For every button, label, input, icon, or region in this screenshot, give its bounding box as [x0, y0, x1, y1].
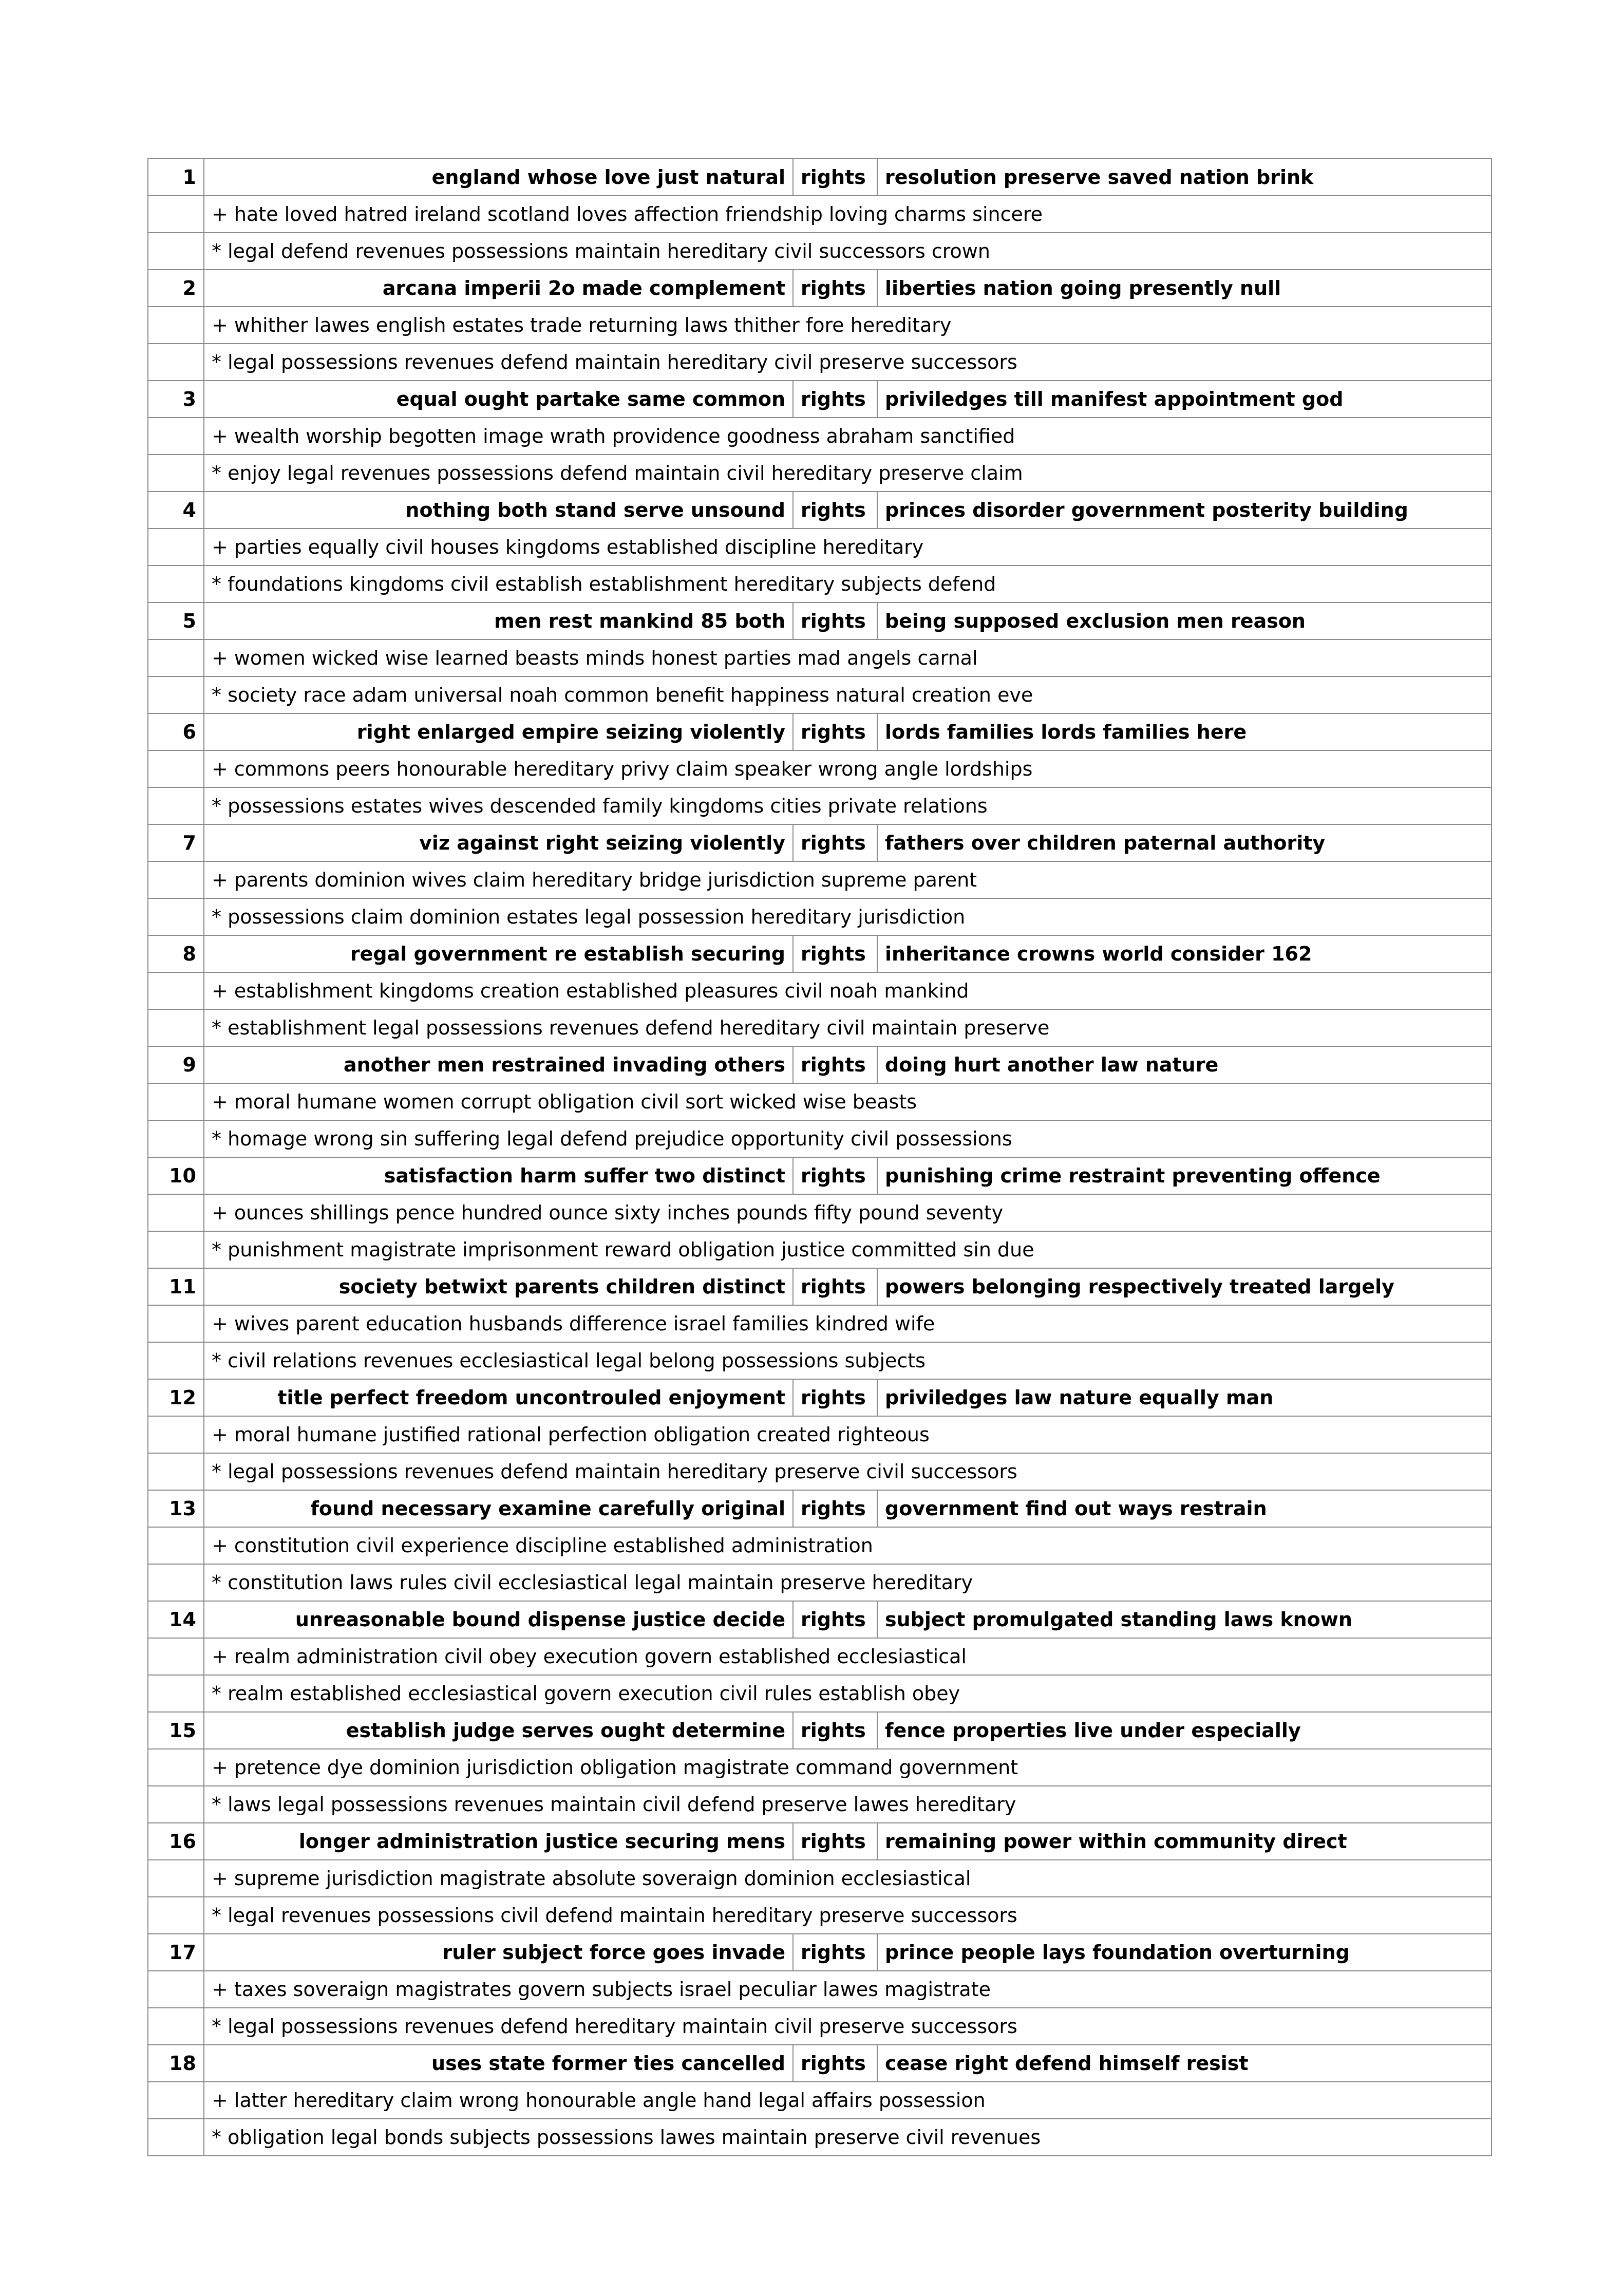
entry-star-text: * legal possessions revenues defend maintain hereditary civil preserve successors: [204, 344, 1491, 381]
entry-star-row: [148, 566, 1491, 603]
entry-right-phrase: resolution preserve saved nation brink: [877, 159, 1491, 196]
empty-number-cell: [148, 2082, 204, 2119]
empty-number-cell: [148, 1231, 204, 1268]
empty-number-cell: [148, 972, 204, 1009]
entry-number: 3: [148, 381, 204, 418]
empty-number-cell: [148, 1786, 204, 1823]
entry-plus-text: + parties equally civil houses kingdoms established discipline hereditary: [204, 529, 1491, 566]
entry-right-phrase: prince people lays foundation overturning: [877, 1934, 1491, 1971]
rights-label: rights: [793, 2045, 877, 2082]
rights-label: rights: [793, 1823, 877, 1860]
entry-star-text: * legal possessions revenues defend maintain hereditary preserve civil successors: [204, 1453, 1491, 1490]
entry-star-row: [148, 1342, 1491, 1379]
rights-label: rights: [793, 1490, 877, 1527]
entry-number: 10: [148, 1157, 204, 1194]
entry-right-phrase: being supposed exclusion men reason: [877, 603, 1491, 639]
entry-plus-row: [148, 861, 1491, 898]
entry-number: 12: [148, 1379, 204, 1416]
entry-right-phrase: subject promulgated standing laws known: [877, 1601, 1491, 1638]
rights-label: rights: [793, 935, 877, 972]
entry-plus-row: [148, 2082, 1491, 2119]
rights-label: rights: [793, 1601, 877, 1638]
entry-star-text: * obligation legal bonds subjects possessions lawes maintain preserve civil revenues: [204, 2119, 1491, 2156]
empty-number-cell: [148, 529, 204, 566]
empty-number-cell: [148, 750, 204, 787]
entry-right-phrase: powers belonging respectively treated largely: [877, 1268, 1491, 1305]
empty-number-cell: [148, 898, 204, 935]
entry-header-row: [148, 1934, 1491, 1971]
empty-number-cell: [148, 1009, 204, 1046]
entry-star-text: * establishment legal possessions revenues defend hereditary civil maintain preserve: [204, 1009, 1491, 1046]
entry-right-phrase: fence properties live under especially: [877, 1712, 1491, 1749]
empty-number-cell: [148, 344, 204, 381]
entry-header-row: [148, 713, 1491, 750]
entry-number: 17: [148, 1934, 204, 1971]
entry-plus-row: [148, 1860, 1491, 1897]
entry-left-phrase: another men restrained invading others: [204, 1046, 793, 1083]
empty-number-cell: [148, 787, 204, 824]
empty-number-cell: [148, 2119, 204, 2156]
entry-left-phrase: satisfaction harm suffer two distinct: [204, 1157, 793, 1194]
entry-number: 14: [148, 1601, 204, 1638]
entry-header-row: [148, 2045, 1491, 2082]
entry-plus-row: [148, 1416, 1491, 1453]
empty-number-cell: [148, 1860, 204, 1897]
entry-star-row: [148, 1453, 1491, 1490]
entry-left-phrase: establish judge serves ought determine: [204, 1712, 793, 1749]
entry-star-row: [148, 2008, 1491, 2045]
entry-star-text: * society race adam universal noah common benefit happiness natural creation eve: [204, 676, 1491, 713]
entry-left-phrase: found necessary examine carefully original: [204, 1490, 793, 1527]
empty-number-cell: [148, 1120, 204, 1157]
entry-plus-row: [148, 418, 1491, 455]
entry-star-row: [148, 1231, 1491, 1268]
entry-star-text: * constitution laws rules civil ecclesiastical legal maintain preserve hereditary: [204, 1564, 1491, 1601]
rights-label: rights: [793, 713, 877, 750]
rights-table: [147, 158, 1492, 2156]
entry-star-row: [148, 1009, 1491, 1046]
rights-table-container: [147, 158, 1492, 2156]
rights-label: rights: [793, 381, 877, 418]
entry-plus-text: + latter hereditary claim wrong honourable angle hand legal affairs possession: [204, 2082, 1491, 2119]
entry-plus-row: [148, 1083, 1491, 1120]
entry-plus-text: + parents dominion wives claim hereditary bridge jurisdiction supreme parent: [204, 861, 1491, 898]
empty-number-cell: [148, 233, 204, 270]
entry-star-row: [148, 1786, 1491, 1823]
entry-left-phrase: title perfect freedom uncontrouled enjoyment: [204, 1379, 793, 1416]
entry-star-row: [148, 455, 1491, 492]
entry-right-phrase: doing hurt another law nature: [877, 1046, 1491, 1083]
entry-right-phrase: remaining power within community direct: [877, 1823, 1491, 1860]
entry-left-phrase: nothing both stand serve unsound: [204, 492, 793, 529]
entry-plus-text: + ounces shillings pence hundred ounce sixty inches pounds fifty pound seventy: [204, 1194, 1491, 1231]
entry-number: 18: [148, 2045, 204, 2082]
entry-left-phrase: unreasonable bound dispense justice decide: [204, 1601, 793, 1638]
entry-number: 9: [148, 1046, 204, 1083]
entry-plus-row: [148, 1971, 1491, 2008]
entry-star-row: [148, 2119, 1491, 2156]
entry-plus-text: + establishment kingdoms creation established pleasures civil noah mankind: [204, 972, 1491, 1009]
entry-plus-row: [148, 529, 1491, 566]
entry-plus-row: [148, 196, 1491, 233]
entry-plus-row: [148, 1527, 1491, 1564]
rights-label: rights: [793, 824, 877, 861]
empty-number-cell: [148, 1342, 204, 1379]
entry-plus-text: + taxes soveraign magistrates govern subjects israel peculiar lawes magistrate: [204, 1971, 1491, 2008]
entry-header-row: [148, 1268, 1491, 1305]
entry-plus-row: [148, 750, 1491, 787]
entry-left-phrase: regal government re establish securing: [204, 935, 793, 972]
entry-left-phrase: ruler subject force goes invade: [204, 1934, 793, 1971]
entry-right-phrase: punishing crime restraint preventing offence: [877, 1157, 1491, 1194]
entry-left-phrase: longer administration justice securing mens: [204, 1823, 793, 1860]
entry-star-text: * legal revenues possessions civil defend maintain hereditary preserve successors: [204, 1897, 1491, 1934]
entry-right-phrase: priviledges law nature equally man: [877, 1379, 1491, 1416]
entry-star-text: * enjoy legal revenues possessions defend maintain civil hereditary preserve claim: [204, 455, 1491, 492]
entry-plus-text: + moral humane women corrupt obligation civil sort wicked wise beasts: [204, 1083, 1491, 1120]
entry-header-row: [148, 1490, 1491, 1527]
entry-plus-text: + moral humane justified rational perfection obligation created righteous: [204, 1416, 1491, 1453]
entry-star-row: [148, 1564, 1491, 1601]
rights-label: rights: [793, 1379, 877, 1416]
entry-plus-text: + hate loved hatred ireland scotland loves affection friendship loving charms sincere: [204, 196, 1491, 233]
empty-number-cell: [148, 418, 204, 455]
entry-right-phrase: princes disorder government posterity building: [877, 492, 1491, 529]
empty-number-cell: [148, 1194, 204, 1231]
entry-star-text: * possessions claim dominion estates legal possession hereditary jurisdiction: [204, 898, 1491, 935]
entry-plus-row: [148, 1305, 1491, 1342]
empty-number-cell: [148, 307, 204, 344]
empty-number-cell: [148, 1083, 204, 1120]
entry-star-row: [148, 1120, 1491, 1157]
entry-plus-row: [148, 1749, 1491, 1786]
entry-number: 11: [148, 1268, 204, 1305]
entry-left-phrase: men rest mankind 85 both: [204, 603, 793, 639]
rights-label: rights: [793, 1934, 877, 1971]
entry-right-phrase: government find out ways restrain: [877, 1490, 1491, 1527]
entry-star-text: * foundations kingdoms civil establish establishment hereditary subjects defend: [204, 566, 1491, 603]
entry-plus-text: + commons peers honourable hereditary privy claim speaker wrong angle lordships: [204, 750, 1491, 787]
entry-header-row: [148, 1601, 1491, 1638]
entry-star-text: * legal defend revenues possessions maintain hereditary civil successors crown: [204, 233, 1491, 270]
empty-number-cell: [148, 455, 204, 492]
entry-star-text: * legal possessions revenues defend hereditary maintain civil preserve successors: [204, 2008, 1491, 2045]
entry-star-text: * homage wrong sin suffering legal defend prejudice opportunity civil possessions: [204, 1120, 1491, 1157]
entry-number: 2: [148, 270, 204, 307]
entry-plus-text: + supreme jurisdiction magistrate absolute soveraign dominion ecclesiastical: [204, 1860, 1491, 1897]
entry-number: 4: [148, 492, 204, 529]
empty-number-cell: [148, 676, 204, 713]
entry-number: 16: [148, 1823, 204, 1860]
entry-plus-row: [148, 972, 1491, 1009]
entry-right-phrase: priviledges till manifest appointment god: [877, 381, 1491, 418]
entry-header-row: [148, 1823, 1491, 1860]
entry-plus-row: [148, 639, 1491, 676]
entry-plus-row: [148, 1194, 1491, 1231]
entry-right-phrase: liberties nation going presently null: [877, 270, 1491, 307]
entry-star-row: [148, 1897, 1491, 1934]
rights-label: rights: [793, 159, 877, 196]
empty-number-cell: [148, 566, 204, 603]
rights-label: rights: [793, 270, 877, 307]
entry-star-row: [148, 898, 1491, 935]
empty-number-cell: [148, 1564, 204, 1601]
empty-number-cell: [148, 861, 204, 898]
entry-star-row: [148, 676, 1491, 713]
empty-number-cell: [148, 1638, 204, 1675]
entry-right-phrase: fathers over children paternal authority: [877, 824, 1491, 861]
entry-header-row: [148, 603, 1491, 639]
entry-header-row: [148, 1712, 1491, 1749]
entry-plus-text: + pretence dye dominion jurisdiction obligation magistrate command government: [204, 1749, 1491, 1786]
entry-right-phrase: inheritance crowns world consider 162: [877, 935, 1491, 972]
entry-header-row: [148, 159, 1491, 196]
entry-header-row: [148, 935, 1491, 972]
entry-star-text: * laws legal possessions revenues maintain civil defend preserve lawes hereditary: [204, 1786, 1491, 1823]
empty-number-cell: [148, 639, 204, 676]
entry-plus-text: + realm administration civil obey execution govern established ecclesiastical: [204, 1638, 1491, 1675]
entry-plus-text: + constitution civil experience discipline established administration: [204, 1527, 1491, 1564]
entry-left-phrase: arcana imperii 2o made complement: [204, 270, 793, 307]
entry-number: 1: [148, 159, 204, 196]
entry-star-text: * possessions estates wives descended family kingdoms cities private relations: [204, 787, 1491, 824]
entry-right-phrase: lords families lords families here: [877, 713, 1491, 750]
entry-plus-text: + wealth worship begotten image wrath providence goodness abraham sanctified: [204, 418, 1491, 455]
empty-number-cell: [148, 1749, 204, 1786]
entry-star-row: [148, 344, 1491, 381]
entry-star-text: * punishment magistrate imprisonment reward obligation justice committed sin due: [204, 1231, 1491, 1268]
entry-star-text: * civil relations revenues ecclesiastical legal belong possessions subjects: [204, 1342, 1491, 1379]
rights-label: rights: [793, 1712, 877, 1749]
entry-left-phrase: society betwixt parents children distinct: [204, 1268, 793, 1305]
entry-header-row: [148, 824, 1491, 861]
entry-header-row: [148, 1157, 1491, 1194]
entry-left-phrase: uses state former ties cancelled: [204, 2045, 793, 2082]
entry-left-phrase: viz against right seizing violently: [204, 824, 793, 861]
entry-star-text: * realm established ecclesiastical govern execution civil rules establish obey: [204, 1675, 1491, 1712]
empty-number-cell: [148, 1675, 204, 1712]
empty-number-cell: [148, 2008, 204, 2045]
empty-number-cell: [148, 196, 204, 233]
empty-number-cell: [148, 1971, 204, 2008]
entry-number: 13: [148, 1490, 204, 1527]
entry-left-phrase: right enlarged empire seizing violently: [204, 713, 793, 750]
entry-header-row: [148, 1046, 1491, 1083]
entry-header-row: [148, 381, 1491, 418]
empty-number-cell: [148, 1416, 204, 1453]
entry-left-phrase: england whose love just natural: [204, 159, 793, 196]
entry-header-row: [148, 1379, 1491, 1416]
entry-number: 15: [148, 1712, 204, 1749]
empty-number-cell: [148, 1897, 204, 1934]
entry-plus-row: [148, 307, 1491, 344]
rights-label: rights: [793, 603, 877, 639]
empty-number-cell: [148, 1453, 204, 1490]
entry-number: 7: [148, 824, 204, 861]
rights-label: rights: [793, 1046, 877, 1083]
entry-plus-text: + women wicked wise learned beasts minds honest parties mad angels carnal: [204, 639, 1491, 676]
rights-label: rights: [793, 1268, 877, 1305]
entry-star-row: [148, 233, 1491, 270]
rights-label: rights: [793, 1157, 877, 1194]
entry-star-row: [148, 787, 1491, 824]
entry-plus-text: + whither lawes english estates trade returning laws thither fore hereditary: [204, 307, 1491, 344]
empty-number-cell: [148, 1305, 204, 1342]
entry-number: 6: [148, 713, 204, 750]
entry-header-row: [148, 270, 1491, 307]
entry-star-row: [148, 1675, 1491, 1712]
entry-plus-row: [148, 1638, 1491, 1675]
empty-number-cell: [148, 1527, 204, 1564]
entry-number: 5: [148, 603, 204, 639]
entry-right-phrase: cease right defend himself resist: [877, 2045, 1491, 2082]
entry-number: 8: [148, 935, 204, 972]
entry-plus-text: + wives parent education husbands difference israel families kindred wife: [204, 1305, 1491, 1342]
entry-header-row: [148, 492, 1491, 529]
rights-label: rights: [793, 492, 877, 529]
entry-left-phrase: equal ought partake same common: [204, 381, 793, 418]
